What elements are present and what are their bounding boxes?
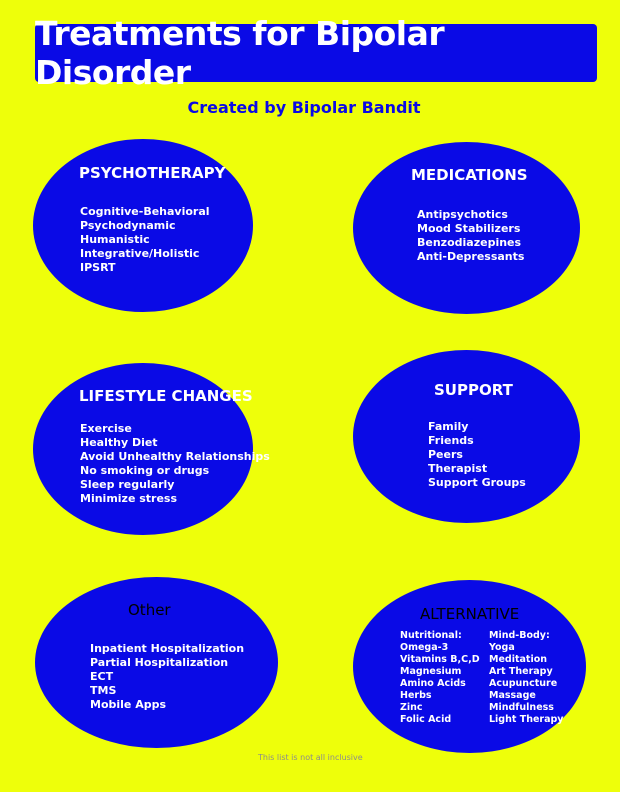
medications-title: MEDICATIONS [411, 166, 528, 184]
support-list [428, 420, 526, 490]
list-item: Minimize stress [80, 492, 178, 505]
list-item: Humanistic [80, 233, 150, 246]
alternative-nutritional-list [400, 630, 480, 726]
list-item: Partial Hospitalization [90, 656, 229, 669]
support-title: SUPPORT [434, 381, 513, 399]
medications-list [417, 208, 524, 264]
list-item: Mood Stabilizers [417, 222, 521, 235]
list-item: Integrative/Holistic [80, 247, 200, 260]
list-item: Mind-Body: [489, 630, 550, 641]
other-title: Other [128, 601, 171, 619]
list-item: Healthy Diet [80, 436, 158, 449]
list-item: Amino Acids [400, 678, 466, 689]
title-banner [35, 14, 597, 92]
list-item: Family [428, 420, 469, 433]
list-item: Anti-Depressants [417, 250, 525, 263]
list-item: Antipsychotics [417, 208, 508, 221]
list-item: Mobile Apps [90, 698, 167, 711]
list-item: Inpatient Hospitalization [90, 642, 245, 655]
page-subtitle: Created by Bipolar Bandit [187, 98, 421, 117]
footnote: This list is not all inclusive [258, 753, 363, 762]
psychotherapy-list [80, 205, 210, 275]
alternative-mind-body-list [489, 630, 564, 726]
list-item: Support Groups [428, 476, 526, 489]
list-item: Omega-3 [400, 642, 449, 653]
list-item: Vitamins B,C,D [400, 654, 480, 665]
list-item: Therapist [428, 462, 488, 475]
alternative-title: ALTERNATIVE [420, 605, 520, 623]
list-item: Nutritional: [400, 630, 462, 641]
list-item: Meditation [489, 654, 547, 665]
list-item: Massage [489, 690, 536, 701]
list-item: IPSRT [80, 261, 116, 274]
list-item: Peers [428, 448, 463, 461]
list-item: No smoking or drugs [80, 464, 210, 477]
list-item: TMS [90, 684, 117, 697]
list-item: Zinc [400, 702, 423, 713]
list-item: Folic Acid [400, 714, 452, 725]
list-item: Herbs [400, 690, 432, 701]
list-item: Art Therapy [489, 666, 553, 677]
list-item: Mindfulness [489, 702, 554, 713]
list-item: Avoid Unhealthy Relationships [80, 450, 270, 463]
lifestyle-title: LIFESTYLE CHANGES [79, 387, 253, 405]
list-item: Benzodiazepines [417, 236, 522, 249]
psychotherapy-title: PSYCHOTHERAPY [79, 164, 226, 182]
list-item: Friends [428, 434, 474, 447]
list-item: Yoga [489, 642, 515, 653]
list-item: Light Therapy [489, 714, 564, 725]
list-item: Cognitive-Behavioral [80, 205, 210, 218]
list-item: Magnesium [400, 666, 462, 677]
list-item: Sleep regularly [80, 478, 175, 491]
list-item: ECT [90, 670, 114, 683]
page-title: Treatments for Bipolar Disorder [35, 14, 445, 92]
lifestyle-list [80, 422, 270, 506]
list-item: Exercise [80, 422, 132, 435]
list-item: Psychodynamic [80, 219, 176, 232]
list-item: Acupuncture [489, 678, 558, 689]
other-list [90, 642, 244, 712]
